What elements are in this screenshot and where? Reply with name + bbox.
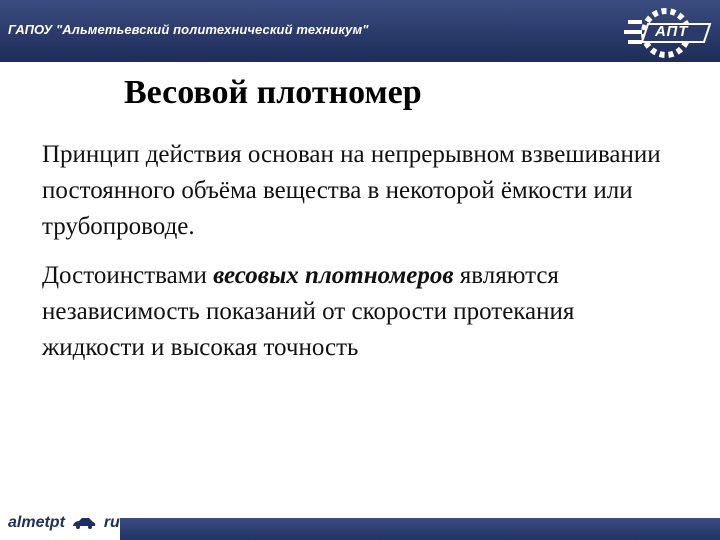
paragraph-principle: Принцип действия основан на непрерывном взвешивании постоянного объёма вещества в некоторой ёмкости или трубопроводе. [42,141,661,240]
footer-brand-left: almetpt [8,514,65,531]
paragraph-advantages-start: Достоинствами [42,262,214,289]
footer-bar [120,518,720,540]
footer-brand-right: ru [103,514,120,531]
footer-brand [8,514,120,532]
car-icon [71,517,97,529]
paragraph-advantages-end: являются независимость показаний от скорости протекания жидкости и высокая точность [42,262,575,361]
slide-title: Весовой плотномер [124,74,422,111]
logo-text: АПТ [655,23,689,40]
institution-name: ГАПОУ "Альметьевский политехнический техникум" [8,22,369,37]
header-bar [0,0,720,62]
paragraph-advantages [42,258,682,366]
emphasis-term: весовых плотномеров [213,262,454,289]
